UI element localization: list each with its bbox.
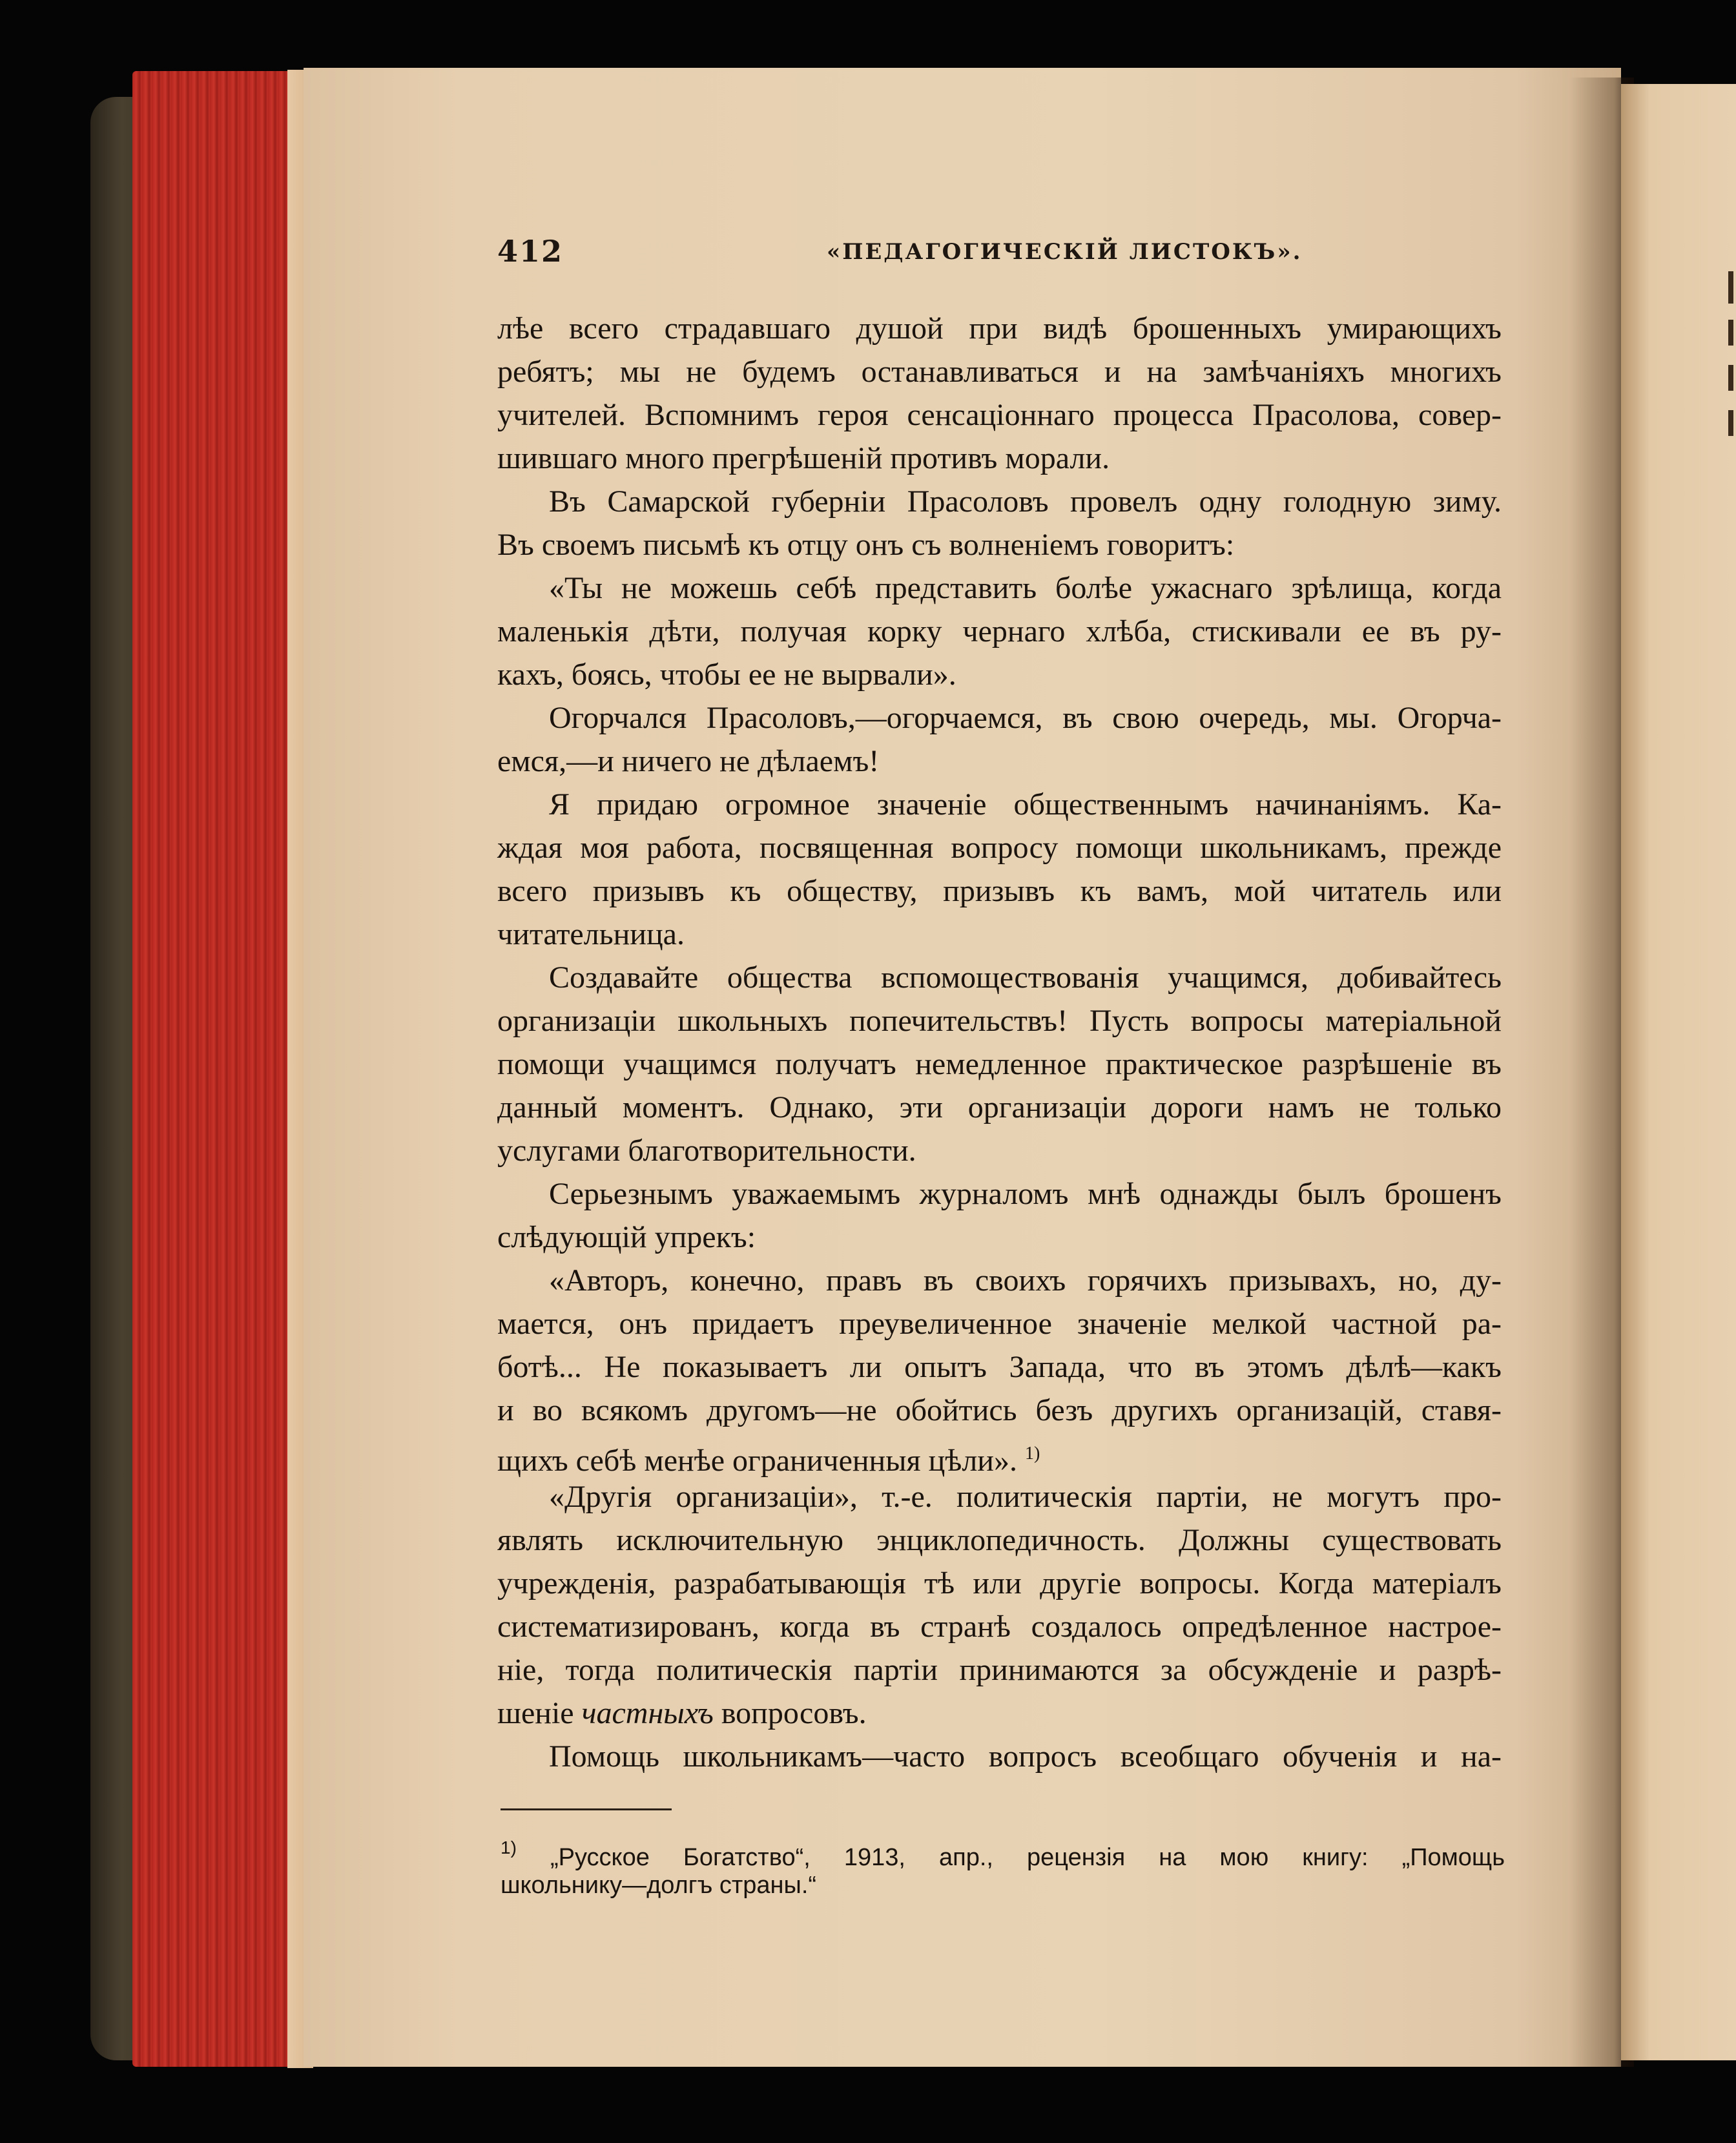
facing-page-glyph bbox=[1728, 365, 1733, 391]
running-title: «ПЕДАГОГИЧЕСКІЙ ЛИСТОКЪ». bbox=[827, 239, 1303, 265]
text-line: слѣдующій упрекъ: bbox=[497, 1220, 756, 1254]
footnote-line: школьнику—долгъ страны.“ bbox=[501, 1872, 817, 1899]
text-line: ботѣ... Не показываетъ ли опытъ Запада, что въ этомъ дѣлѣ—какъ bbox=[497, 1350, 1502, 1384]
text-line: ребятъ; мы не будемъ останавливаться и на замѣчаніяхъ многихъ bbox=[497, 355, 1502, 389]
footnote bbox=[501, 1829, 1505, 1904]
facing-page-glyph bbox=[1728, 410, 1733, 436]
page-header bbox=[497, 234, 1505, 279]
text-line: и во всякомъ другомъ—не обойтись безъ другихъ организацій, ставя- bbox=[497, 1393, 1502, 1427]
red-page-edges bbox=[132, 71, 300, 2067]
text-line-content: щихъ себѣ менѣе ограниченныя цѣли». bbox=[497, 1444, 1017, 1478]
text-line: лѣе всего страдавшаго душой при видѣ брошенныхъ умирающихъ bbox=[497, 311, 1502, 346]
text-line: услугами благотворительности. bbox=[497, 1134, 916, 1168]
text-line: учителей. Вспомнимъ героя сенсаціоннаго процесса Прасолова, совер- bbox=[497, 398, 1502, 432]
text-line: емся,—и ничего не дѣлаемъ! bbox=[497, 744, 880, 778]
footnote-reference: 1) bbox=[1024, 1444, 1040, 1464]
text-line: Серьезнымъ уважаемымъ журналомъ мнѣ однажды былъ брошенъ bbox=[549, 1177, 1502, 1211]
text-line: Помощь школьникамъ—часто вопросъ всеобщаго обученія и на- bbox=[549, 1739, 1502, 1774]
text-line: мается, онъ придаетъ преувеличенное значеніе мелкой частной ра- bbox=[497, 1307, 1502, 1341]
text-line: Я придаю огромное значеніе общественнымъ начинаніямъ. Ка- bbox=[549, 787, 1502, 822]
text-line: ждая моя работа, посвященная вопросу помощи школьникамъ, прежде bbox=[497, 831, 1502, 865]
footnote-line bbox=[501, 1829, 1505, 1871]
text-line: «Другія организаціи», т.-е. политическія партіи, не могутъ про- bbox=[549, 1480, 1502, 1514]
text-line: помощи учащимся получатъ немедленное практическое разрѣшеніе въ bbox=[497, 1047, 1502, 1081]
text-line: Въ своемъ письмѣ къ отцу онъ съ волненіемъ говоритъ: bbox=[497, 528, 1235, 562]
facing-page-glyph bbox=[1728, 320, 1733, 346]
facing-page-glyph bbox=[1728, 271, 1733, 304]
text-line: организаціи школьныхъ попечительствъ! Пусть вопросы матеріальной bbox=[497, 1004, 1502, 1038]
text-line bbox=[497, 1432, 1502, 1478]
text-line: Огорчался Прасоловъ,—огорчаемся, въ свою очередь, мы. Огорча- bbox=[549, 701, 1502, 735]
text-line: маленькія дѣти, получая корку чернаго хлѣба, стискивали ее въ ру- bbox=[497, 614, 1502, 648]
text-line-content: шеніе bbox=[497, 1696, 574, 1730]
text-line: учрежденія, разрабатывающія тѣ или другіе вопросы. Когда матеріалъ bbox=[497, 1566, 1502, 1600]
text-line: Создавайте общества вспомоществованія учащимся, добивайтесь bbox=[549, 960, 1502, 995]
text-line-tail: вопросовъ. bbox=[713, 1696, 867, 1730]
facing-page bbox=[1621, 84, 1736, 2060]
text-line: данный моментъ. Однако, эти организаціи дороги намъ не только bbox=[497, 1090, 1502, 1124]
footnote-text: „Русское Богатство“, 1913, апр., рецензія на мою книгу: „Помощь bbox=[516, 1844, 1505, 1871]
text-line: «Ты не можешь себѣ представить болѣе ужаснаго зрѣлища, когда bbox=[549, 571, 1502, 605]
text-line: Въ Самарской губерніи Прасоловъ провелъ одну голодную зиму. bbox=[549, 484, 1502, 519]
footnote-rule bbox=[501, 1808, 672, 1810]
footnote-marker: 1) bbox=[501, 1838, 517, 1858]
text-line: ніе, тогда политическія партіи принимаются за обсужденіе и разрѣ- bbox=[497, 1653, 1502, 1687]
text-line: кахъ, боясь, чтобы ее не вырвали». bbox=[497, 657, 956, 692]
body-text bbox=[497, 307, 1502, 1778]
text-line: всего призывъ къ обществу, призывъ къ вамъ, мой читатель или bbox=[497, 874, 1502, 908]
text-line: шившаго много прегрѣшеній противъ морали. bbox=[497, 441, 1110, 475]
page-number: 412 bbox=[497, 234, 564, 269]
text-line: «Авторъ, конечно, правъ въ своихъ горячихъ призывахъ, но, ду- bbox=[549, 1263, 1502, 1298]
text-line: являть исключительную энциклопедичность. Должны существовать bbox=[497, 1523, 1502, 1557]
text-line: систематизированъ, когда въ странѣ создалось опредѣленное настрое- bbox=[497, 1610, 1502, 1644]
italic-word: частныхъ bbox=[581, 1696, 714, 1730]
text-line bbox=[497, 1692, 1502, 1735]
text-line: читательница. bbox=[497, 917, 685, 951]
